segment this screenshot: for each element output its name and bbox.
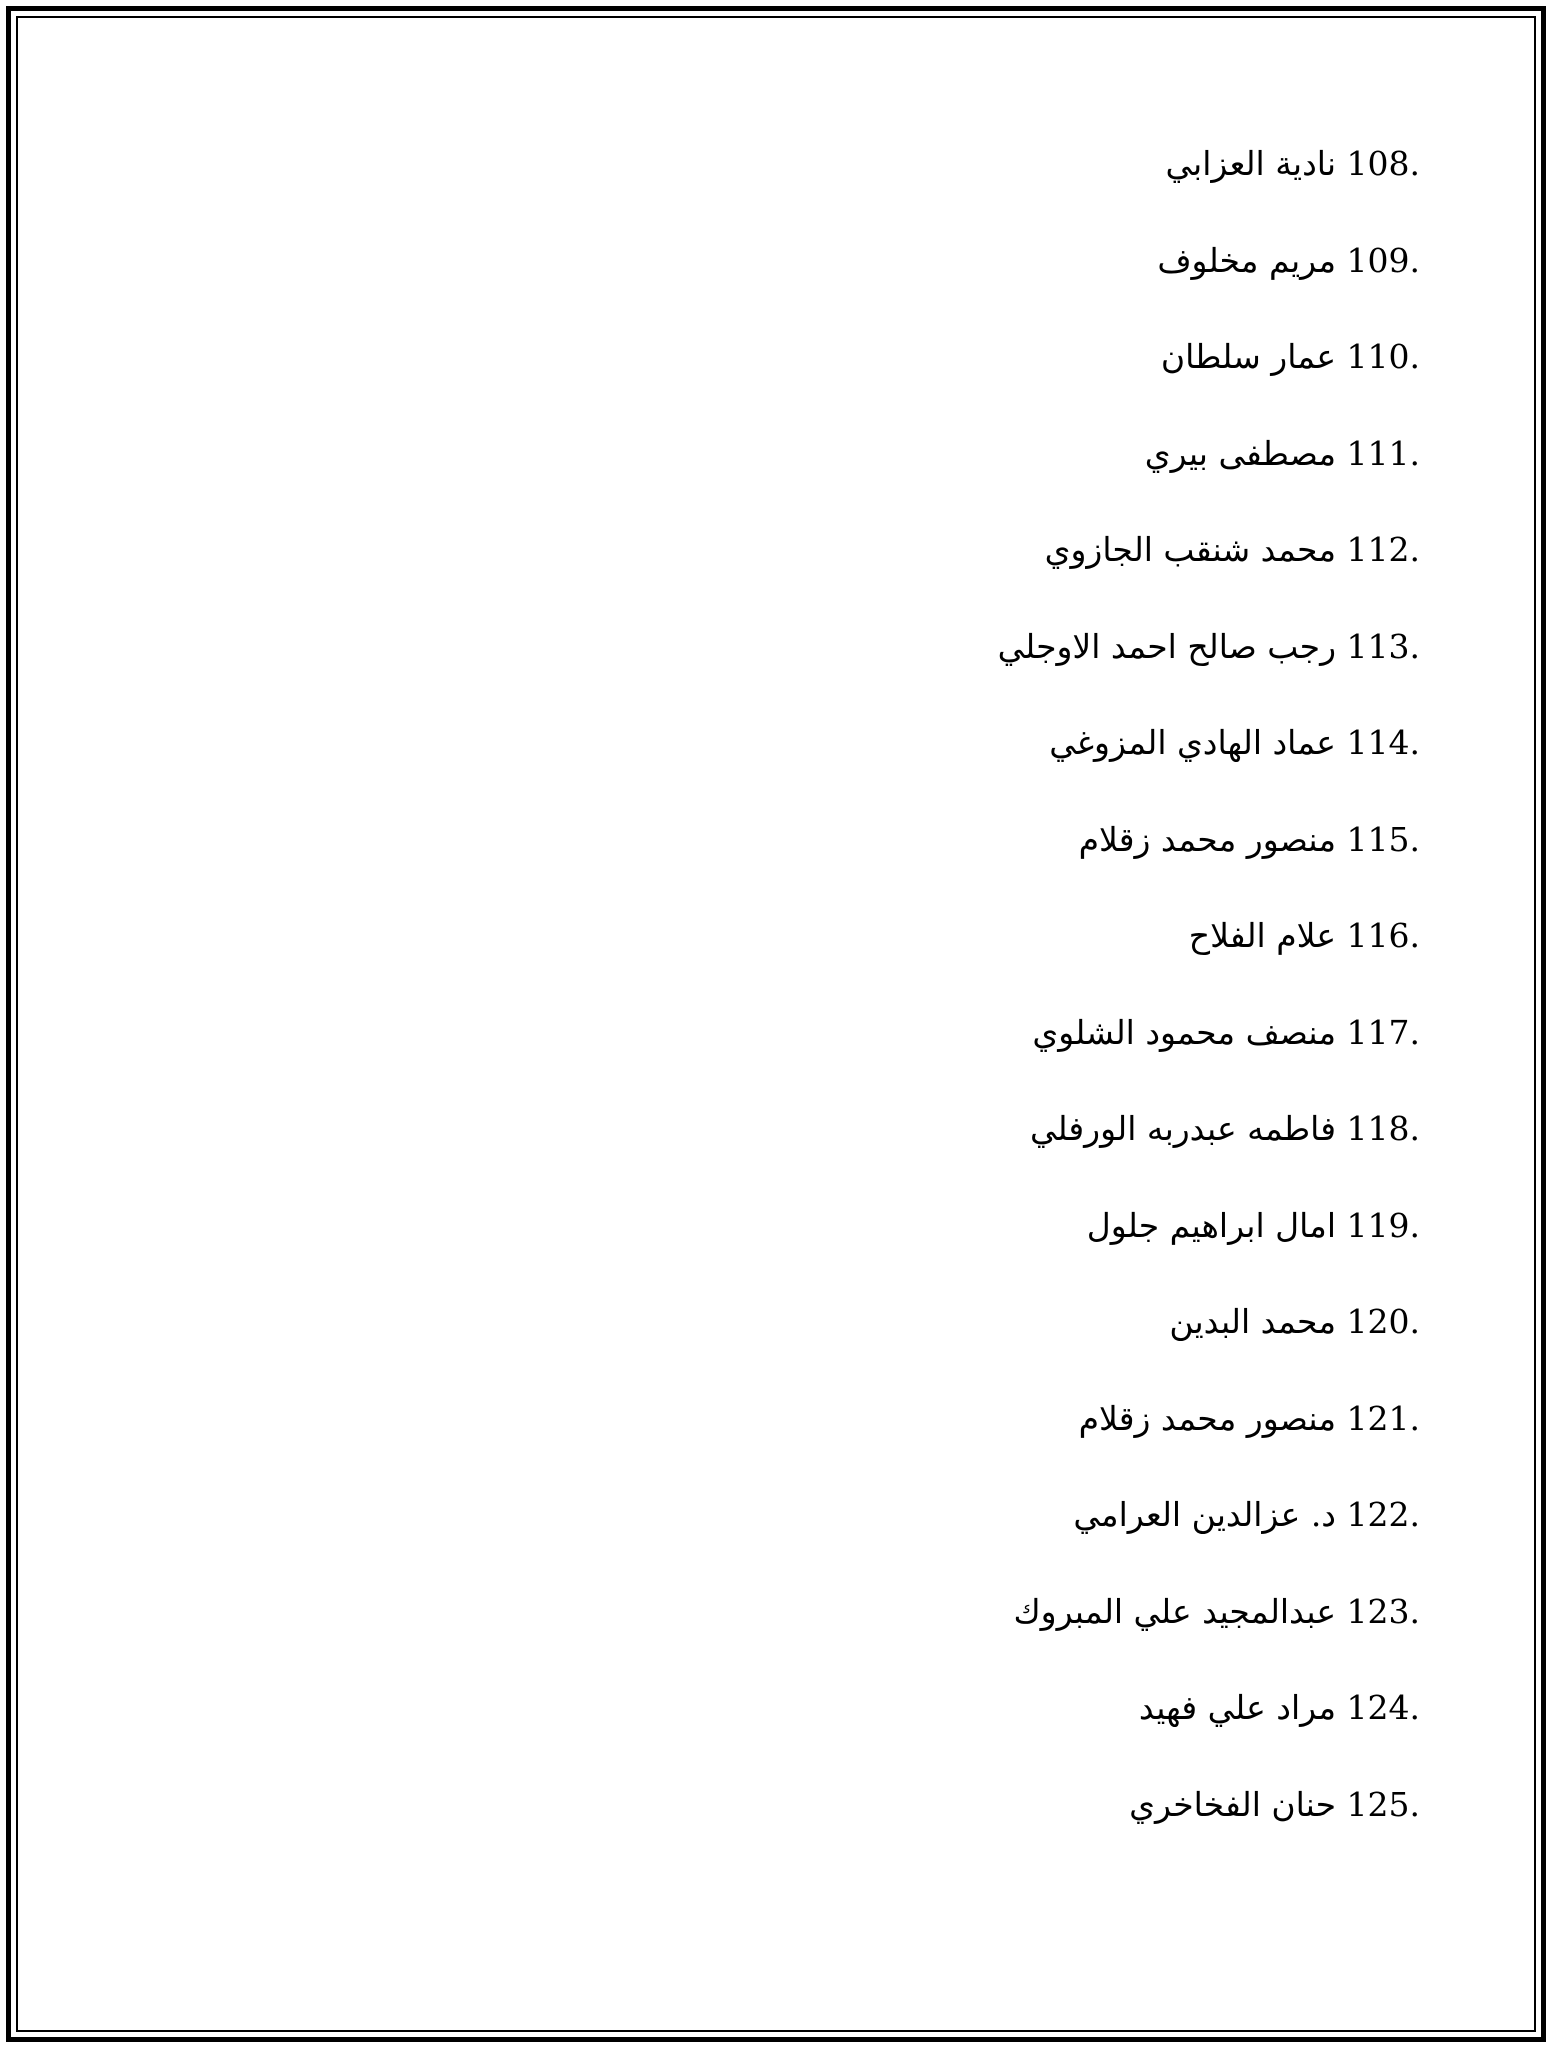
item-number: 116. (1346, 916, 1420, 955)
item-name: امال ابراهيم جلول (1086, 1205, 1337, 1245)
item-name: عبدالمجيد علي المبروك (1013, 1591, 1337, 1631)
item-name: نادية العزابي (1165, 144, 1337, 183)
item-name: عمار سلطان (1160, 337, 1337, 376)
list-item (320, 1583, 1420, 1680)
item-name: فاطمه عبدربه الورفلي (1029, 1109, 1337, 1148)
item-name: منصور محمد زقلام (1078, 1398, 1337, 1438)
item-name: منصف محمود الشلوي (1032, 1012, 1337, 1052)
item-number: 123. (1346, 1591, 1420, 1631)
item-name: منصور محمد زقلام (1078, 819, 1337, 859)
item-number: 124. (1346, 1688, 1420, 1727)
item-number: 110. (1346, 337, 1420, 376)
list-item (320, 1100, 1420, 1197)
item-name: مصطفى بيري (1144, 433, 1337, 473)
item-number: 114. (1346, 723, 1420, 762)
item-name: عماد الهادي المزوغي (1049, 723, 1337, 762)
list-item (320, 618, 1420, 715)
item-name: د. عزالدين العرامي (1073, 1495, 1337, 1534)
list-item (320, 1293, 1420, 1390)
list-item (320, 328, 1420, 425)
item-name: حنان الفخاخري (1129, 1784, 1337, 1824)
list-item (320, 1776, 1420, 1873)
list-item (320, 714, 1420, 811)
list-item (320, 907, 1420, 1004)
item-number: 113. (1346, 626, 1420, 666)
item-number: 111. (1346, 433, 1420, 473)
list-item (320, 232, 1420, 329)
item-number: 109. (1346, 240, 1420, 280)
item-name: مراد علي فهيد (1138, 1688, 1337, 1727)
item-number: 120. (1346, 1302, 1420, 1341)
item-name: رجب صالح احمد الاوجلي (997, 626, 1337, 666)
list-item (320, 135, 1420, 232)
item-number: 122. (1346, 1495, 1420, 1534)
item-name: علام الفلاح (1188, 916, 1337, 955)
item-number: 125. (1346, 1784, 1420, 1824)
list-item (320, 521, 1420, 618)
item-name: محمد البدين (1169, 1302, 1337, 1341)
item-number: 121. (1346, 1398, 1420, 1438)
item-number: 115. (1346, 819, 1420, 859)
item-number: 108. (1346, 144, 1420, 183)
list-item (320, 1197, 1420, 1294)
name-list (320, 135, 1420, 1872)
item-name: مريم مخلوف (1157, 240, 1337, 280)
list-item (320, 1390, 1420, 1487)
item-number: 112. (1346, 530, 1420, 569)
list-item (320, 1679, 1420, 1776)
item-number: 119. (1346, 1205, 1420, 1245)
list-item (320, 811, 1420, 908)
list-item (320, 425, 1420, 522)
list-item (320, 1004, 1420, 1101)
list-item (320, 1486, 1420, 1583)
item-number: 118. (1346, 1109, 1420, 1148)
item-number: 117. (1346, 1012, 1420, 1052)
item-name: محمد شنقب الجازوي (1044, 530, 1337, 569)
